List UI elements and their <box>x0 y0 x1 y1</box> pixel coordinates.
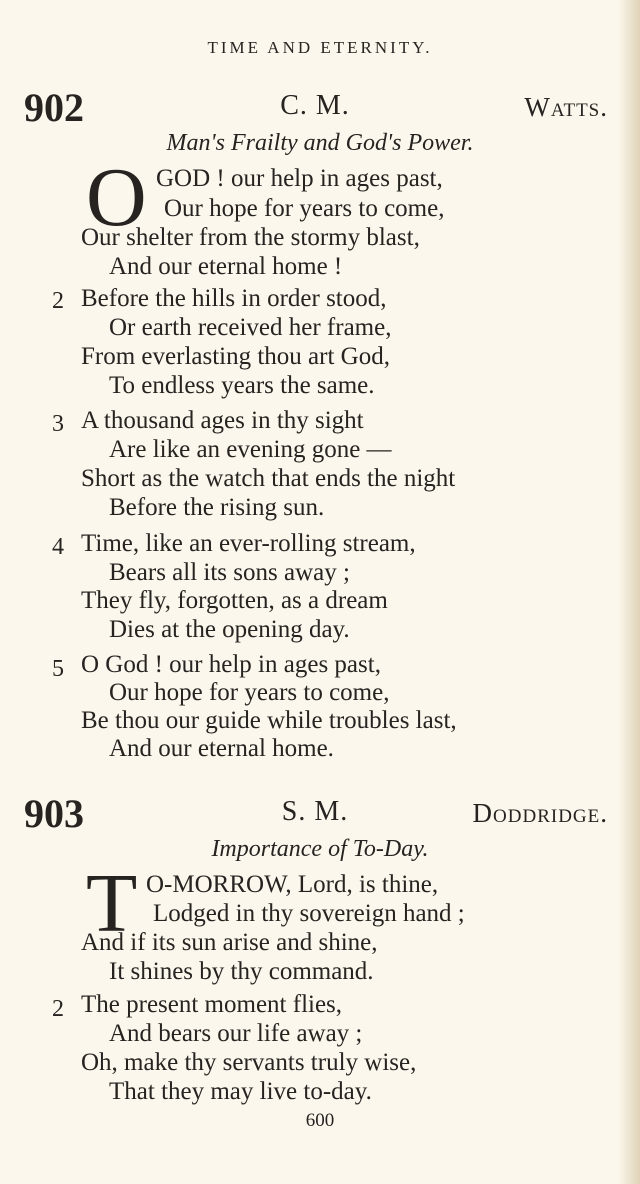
verse-line: A thousand ages in thy sight <box>81 407 364 434</box>
verse-line: And our eternal home. <box>109 735 334 762</box>
hymn-title: Importance of To-Day. <box>211 836 429 862</box>
verse-line: It shines by thy command. <box>109 958 374 985</box>
verse-line: Are like an evening gone — <box>109 436 392 463</box>
verse-line: Time, like an ever-rolling stream, <box>81 530 416 557</box>
verse-line: Our hope for years to come, <box>109 679 390 706</box>
verse-number: 4 <box>52 534 64 560</box>
verse-line: Before the rising sun. <box>109 494 325 521</box>
verse-line: Lodged in thy sovereign hand ; <box>153 900 465 927</box>
verse-line: And our eternal home ! <box>109 253 343 280</box>
drop-cap: T <box>86 857 138 950</box>
hymn-header <box>22 792 608 836</box>
running-head: TIME AND ETERNITY. <box>207 38 433 57</box>
hymn-author: Watts. <box>524 92 608 122</box>
verse-line: Our shelter from the stormy blast, <box>81 224 420 251</box>
verse-line: They fly, forgotten, as a dream <box>81 587 388 614</box>
verse-line: Oh, make thy servants truly wise, <box>81 1049 417 1076</box>
hymn-title: Man's Frailty and God's Power. <box>166 130 474 156</box>
verse-line: Our hope for years to come, <box>164 195 445 222</box>
page-edge-shadow <box>618 0 640 1184</box>
hymn-author: Doddridge. <box>472 798 608 828</box>
hymn-number: 903 <box>24 791 84 836</box>
hymn-number: 902 <box>24 85 84 130</box>
verse-line: That they may live to-day. <box>109 1078 372 1105</box>
verse-number: 2 <box>52 288 64 314</box>
verse-line: Short as the watch that ends the night <box>81 465 456 492</box>
verse-line: Bears all its sons away ; <box>109 559 350 586</box>
verse-line: GOD ! our help in ages past, <box>156 165 443 192</box>
verse-line: Dies at the opening day. <box>109 616 350 643</box>
verse-line: Before the hills in order stood, <box>81 285 387 312</box>
verse-line: And if its sun arise and shine, <box>81 929 378 956</box>
verse-number: 2 <box>52 996 64 1022</box>
verse-line: From everlasting thou art God, <box>81 343 390 370</box>
hymn-meter: C. M. <box>280 90 350 121</box>
verse-number: 3 <box>52 411 64 437</box>
verse-line: Be thou our guide while troubles last, <box>81 707 457 734</box>
hymn-meter: S. M. <box>281 796 349 827</box>
verse-line: The present moment flies, <box>81 991 343 1018</box>
drop-cap: O <box>86 151 147 244</box>
hymn-header <box>22 86 608 130</box>
verse-line: To endless years the same. <box>109 372 375 399</box>
page-number: 600 <box>305 1110 335 1131</box>
verse-line: And bears our life away ; <box>109 1020 363 1047</box>
verse-line: O-MORROW, Lord, is thine, <box>146 871 439 898</box>
verse-line: O God ! our help in ages past, <box>81 651 381 678</box>
verse-line: Or earth received her frame, <box>109 314 392 341</box>
verse-number: 5 <box>52 656 64 682</box>
